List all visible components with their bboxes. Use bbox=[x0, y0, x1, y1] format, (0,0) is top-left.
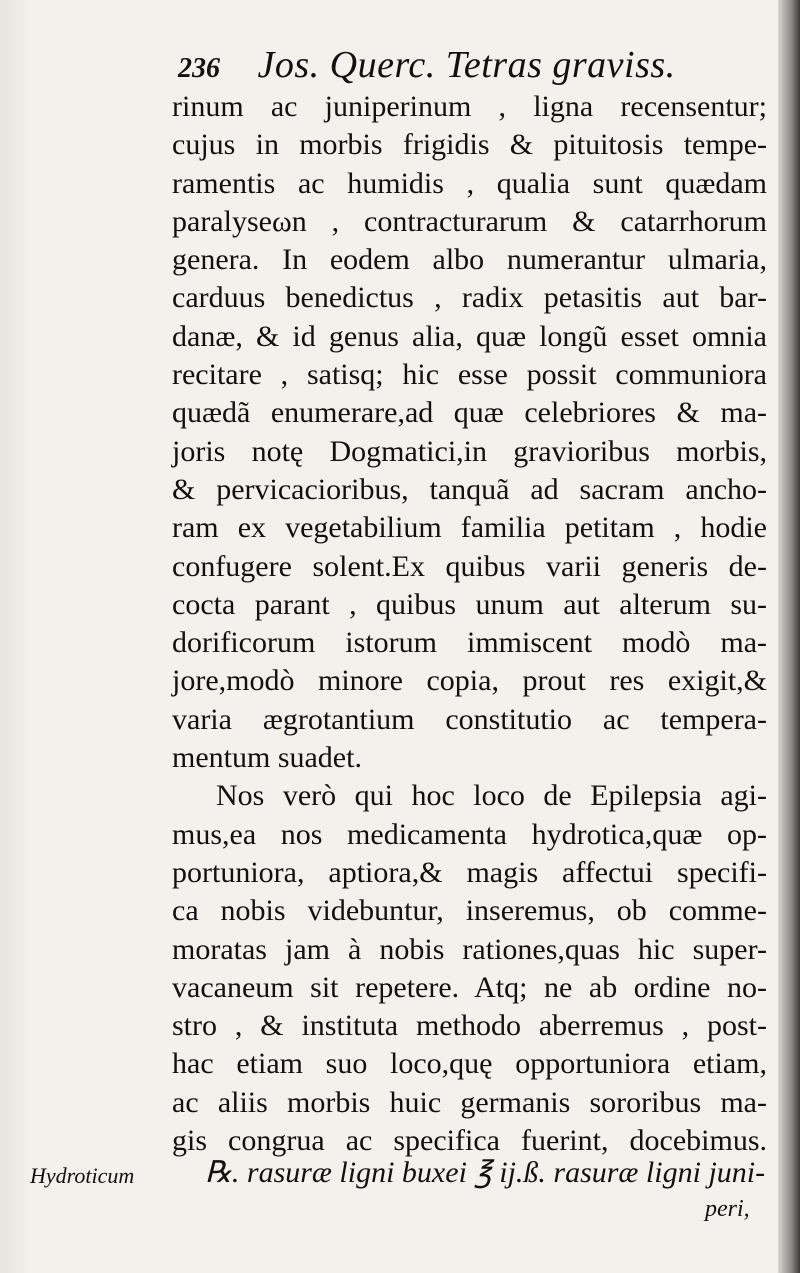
text-line: hac etiam suo loco,quę opportuniora etiam, bbox=[172, 1047, 767, 1081]
text-line: rinum ac juniperinum , ligna recensentur; bbox=[172, 90, 767, 123]
running-title: Jos. Querc. Tetras graviss. bbox=[257, 44, 676, 86]
text-line: mus,ea nos medicamenta hydrotica,quæ op- bbox=[172, 817, 767, 851]
text-line: mentum suadet. bbox=[172, 741, 362, 775]
text-line: moratas jam à nobis rationes,quas hic super- bbox=[172, 932, 767, 966]
text-line: ramentis ac humidis , qualia sunt quædam bbox=[172, 166, 767, 200]
text-line: vacaneum sit repetere. Atq; ne ab ordine no- bbox=[172, 970, 767, 1004]
body-text bbox=[172, 88, 767, 1160]
text-line: genera. In eodem albo numerantur ulmaria, bbox=[172, 243, 767, 277]
page-number: 236 bbox=[178, 53, 220, 84]
text-line: stro , & instituta methodo aberremus , post- bbox=[172, 1009, 767, 1043]
text-line: varia ægrotantium constitutio ac tempera- bbox=[172, 702, 767, 736]
page-edge bbox=[778, 0, 800, 1273]
text-line: recitare , satisq; hic esse possit communiora bbox=[172, 358, 767, 392]
text-line: gis congrua ac specifica fuerint, docebimus. bbox=[172, 1124, 767, 1158]
text-line: portuniora, aptiora,& magis affectui specifi- bbox=[172, 855, 767, 889]
page-header bbox=[178, 40, 698, 90]
text-line: cujus in morbis frigidis & pituitosis tempe- bbox=[172, 128, 767, 162]
text-line: jore,modò minore copia, prout res exigit,& bbox=[172, 664, 767, 698]
text-line: paralyseωn , contracturarum & catarrhorum bbox=[172, 204, 767, 238]
text-line: joris notę Dogmatici,in gravioribus morbis, bbox=[172, 434, 767, 468]
paragraph-start-line: Nos verò qui hoc loco de Epilepsia agi- bbox=[216, 779, 767, 813]
page-binding-shadow bbox=[0, 0, 30, 1273]
text-line: ram ex vegetabilium familia petitam , hodie bbox=[172, 511, 767, 545]
text-line: & pervicacioribus, tanquã ad sacram ancho- bbox=[172, 472, 767, 506]
text-line: confugere solent.Ex quibus varii generis de- bbox=[172, 549, 767, 583]
text-line: quædã enumerare,ad quæ celebriores & ma- bbox=[172, 396, 767, 430]
margin-note: Hydroticum bbox=[30, 1163, 135, 1188]
text-line: ac aliis morbis huic germanis sororibus ma- bbox=[172, 1085, 767, 1119]
recipe-line: ℞. rasuræ ligni buxei ℥ ij.ß. rasuræ ligni juni- bbox=[205, 1156, 766, 1189]
text-line: ca nobis videbuntur, inseremus, ob comme- bbox=[172, 894, 767, 928]
text-line: cocta parant , quibus unum aut alterum su- bbox=[172, 587, 767, 621]
text-line: danæ, & id genus alia, quæ longũ esset omnia bbox=[172, 319, 767, 353]
text-line: carduus benedictus , radix petasitis aut bar- bbox=[172, 281, 767, 315]
text-line: dorificorum istorum immiscent modò ma- bbox=[172, 626, 767, 660]
catchword: peri, bbox=[705, 1196, 750, 1222]
